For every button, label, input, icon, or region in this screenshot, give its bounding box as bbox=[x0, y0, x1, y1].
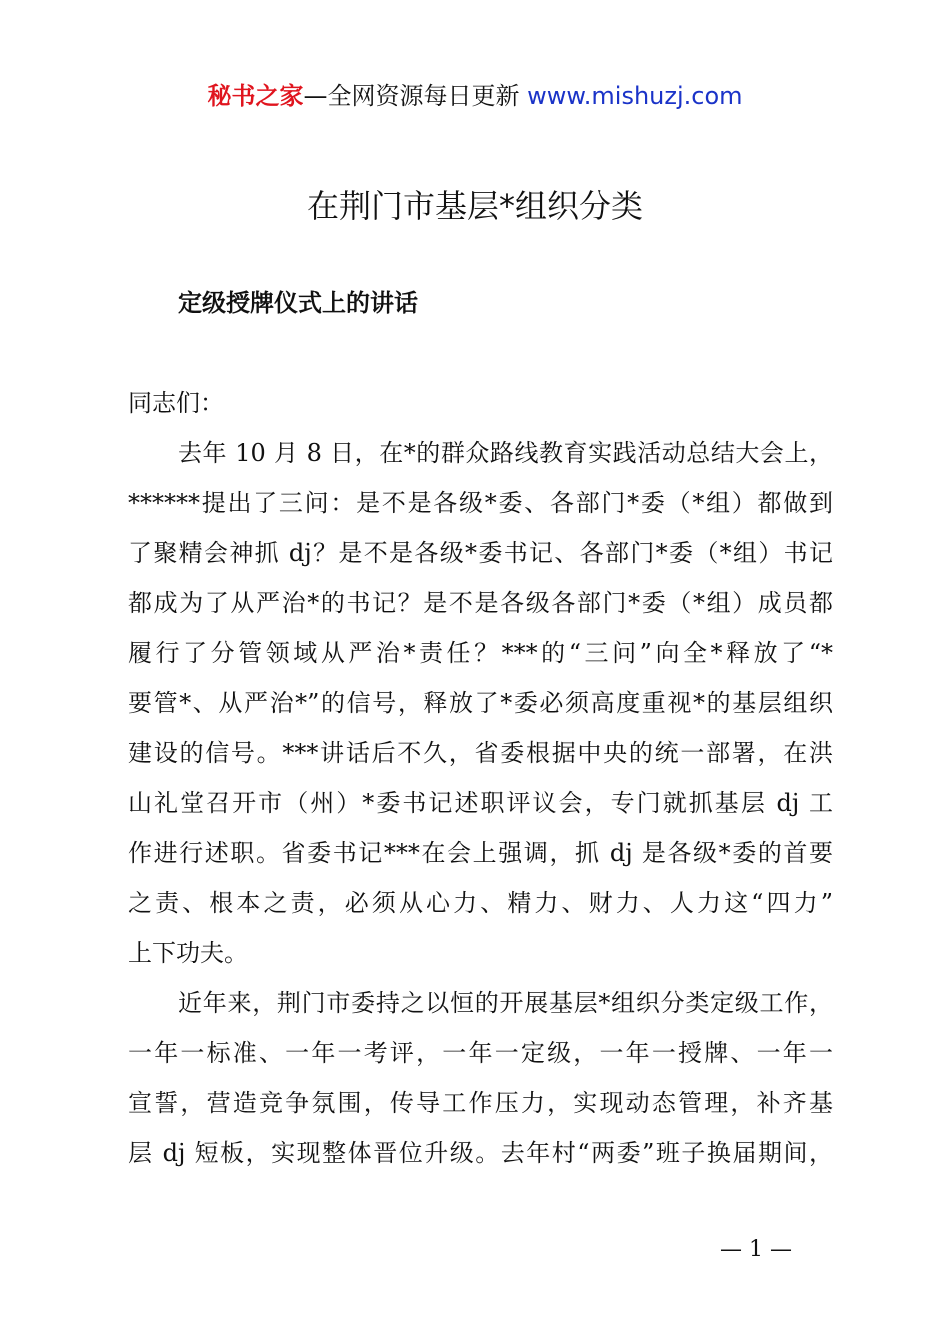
site-tagline: —全网资源每日更新 bbox=[303, 82, 520, 110]
paragraph-line: 之责、根本之责，必须从心力、精力、财力、人力这“四力” bbox=[128, 889, 833, 917]
paragraph-line: 近年来，荆门市委持之以恒的开展基层*组织分类定级工作， bbox=[178, 989, 833, 1017]
paragraph-line: 宣誓，营造竞争氛围，传导工作压力，实现动态管理，补齐基 bbox=[128, 1089, 833, 1117]
document-title: 在荆门市基层*组织分类 bbox=[306, 187, 643, 225]
paragraph-line: 山礼堂召开市（州）*委书记述职评议会，专门就抓基层 dj 工 bbox=[128, 789, 833, 817]
page-number: — 1 — bbox=[720, 1237, 792, 1262]
paragraph-line: 去年 10 月 8 日，在*的群众路线教育实践活动总结大会上， bbox=[178, 439, 833, 467]
paragraph-line: 建设的信号。***讲话后不久，省委根据中央的统一部署，在洪 bbox=[128, 739, 833, 767]
site-banner bbox=[0, 80, 950, 112]
document-body bbox=[128, 378, 833, 1178]
paragraph-line: 要管*、从严治*”的信号，释放了*委必须高度重视*的基层组织 bbox=[128, 689, 833, 717]
paragraph-line: 履行了分管领域从严治*责任？***的“三问”向全*释放了“* bbox=[128, 639, 833, 667]
document-subtitle: 定级授牌仪式上的讲话 bbox=[178, 289, 418, 317]
site-brand: 秘书之家 bbox=[207, 82, 304, 110]
paragraph-line: 了聚精会神抓 dj？是不是各级*委书记、各部门*委（*组）书记 bbox=[128, 539, 833, 567]
paragraph-line: 上下功夫。 bbox=[128, 939, 248, 967]
paragraph-line: 一年一标准、一年一考评，一年一定级，一年一授牌、一年一 bbox=[128, 1039, 833, 1067]
paragraph-line: ******提出了三问：是不是各级*委、各部门*委（*组）都做到 bbox=[128, 489, 833, 517]
paragraph-line: 层 dj 短板，实现整体晋位升级。去年村“两委”班子换届期间， bbox=[128, 1139, 833, 1167]
site-url-link[interactable]: www.mishuzj.com bbox=[527, 82, 743, 110]
paragraph-line: 都成为了从严治*的书记？是不是各级各部门*委（*组）成员都 bbox=[128, 589, 833, 617]
salutation: 同志们： bbox=[128, 389, 224, 417]
paragraph-line: 作进行述职。省委书记***在会上强调，抓 dj 是各级*委的首要 bbox=[128, 839, 833, 867]
